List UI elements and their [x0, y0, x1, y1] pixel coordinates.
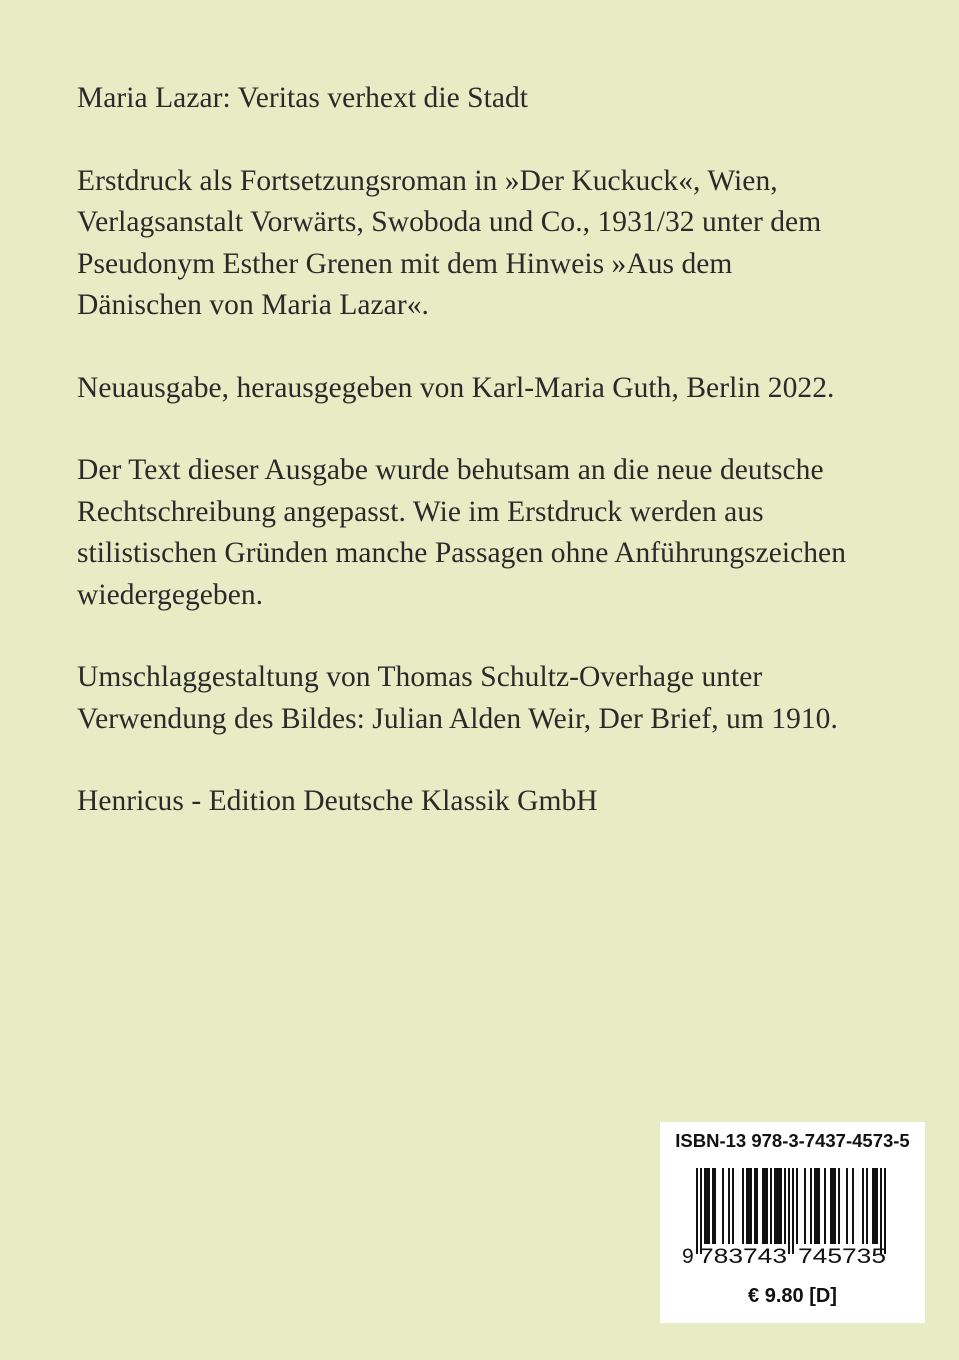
orthography-note: Der Text dieser Ausgabe wurde behutsam an die neue deutsche Rechtschreibung angepasst. Wie im Erstdruck werden aus stilistischen Gründen manche Passagen ohne Anführungszeichen wiedergegeben.	[77, 454, 846, 611]
barcode-bar	[852, 1168, 854, 1244]
barcode-bar	[762, 1168, 764, 1244]
barcode-bar	[846, 1168, 848, 1244]
barcode-bar	[804, 1168, 806, 1244]
barcode-bar	[796, 1168, 798, 1244]
barcode-digits-left: 783743	[699, 1245, 787, 1268]
barcode-bar	[876, 1168, 878, 1244]
barcode-bar	[872, 1168, 874, 1244]
barcode-bar	[754, 1168, 756, 1244]
barcode-bar	[792, 1168, 794, 1254]
barcode-bar	[706, 1168, 708, 1244]
barcode-bar	[814, 1168, 816, 1244]
barcode-bar	[712, 1168, 714, 1244]
barcode-bar	[834, 1168, 836, 1244]
barcode-bar	[748, 1168, 750, 1244]
price-label: € 9.80 [D]	[748, 1285, 837, 1307]
barcode-bars	[696, 1168, 886, 1254]
book-title-line: Maria Lazar: Veritas verhext die Stadt	[77, 82, 529, 114]
barcode-bar	[778, 1168, 780, 1244]
barcode-bar	[728, 1168, 730, 1244]
barcode-bar	[776, 1168, 778, 1244]
barcode-bar	[764, 1168, 766, 1244]
barcode-bar	[810, 1168, 812, 1244]
isbn-number: ISBN-13 978-3-7437-4573-5	[675, 1130, 910, 1151]
barcode-bar	[824, 1168, 826, 1244]
barcode-bar	[874, 1168, 876, 1244]
barcode-bar	[774, 1168, 776, 1244]
colophon-text	[77, 78, 917, 864]
barcode-bar	[884, 1168, 886, 1254]
barcode-bar	[722, 1168, 724, 1244]
barcode-bar	[866, 1168, 868, 1244]
barcode-bar	[742, 1168, 744, 1244]
barcode-bar	[746, 1168, 748, 1244]
cover-design-note: Umschlaggestaltung von Thomas Schultz-Overhage unter Verwendung des Bildes: Julian Alden Weir, Der Brief, um 1910.	[77, 661, 838, 735]
barcode-bar	[880, 1168, 882, 1254]
barcode-bar	[700, 1168, 702, 1254]
barcode-bar	[770, 1168, 772, 1244]
barcode-bar	[780, 1168, 782, 1244]
publisher-name: Henricus - Edition Deutsche Klassik GmbH	[77, 785, 598, 817]
barcode-bar	[784, 1168, 786, 1244]
barcode-bar	[830, 1168, 832, 1244]
barcode-bar	[732, 1168, 734, 1244]
barcode-bar	[714, 1168, 716, 1244]
barcode-bar	[838, 1168, 840, 1244]
barcode-bar	[832, 1168, 834, 1244]
barcode-label	[660, 1122, 925, 1323]
barcode-bar	[788, 1168, 790, 1254]
barcode-bar	[818, 1168, 820, 1244]
barcode-digit-first: 9	[682, 1245, 694, 1268]
barcode-bar	[704, 1168, 706, 1244]
barcode-bar	[766, 1168, 768, 1244]
barcode-bar	[862, 1168, 864, 1244]
barcode-bar	[708, 1168, 710, 1244]
barcode-bar	[756, 1168, 758, 1244]
barcode-bar	[696, 1168, 698, 1254]
barcode-digits-right: 745735	[798, 1245, 886, 1268]
new-edition-note: Neuausgabe, herausgegeben von Karl-Maria Guth, Berlin 2022.	[77, 371, 835, 404]
barcode-bar	[750, 1168, 752, 1244]
first-print-note: Erstdruck als Fortsetzungsroman in »Der Kuckuck«, Wien, Verlagsanstalt Vorwärts, Swoboda und Co., 1931/32 unter dem Pseudonym Esther Grenen mit dem Hinweis »Aus dem Dänischen von Maria Lazar«.	[77, 164, 822, 321]
barcode-bar	[816, 1168, 818, 1244]
